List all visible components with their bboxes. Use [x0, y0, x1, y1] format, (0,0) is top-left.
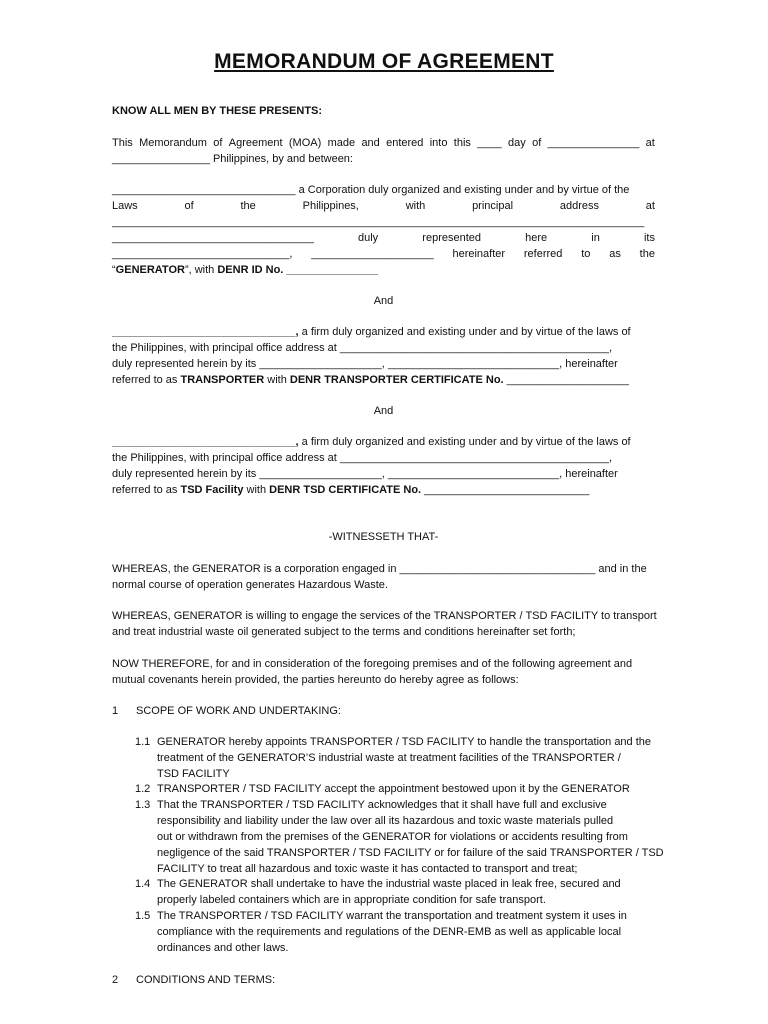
generator-line-3: _______________________________________________________________________________________: [112, 216, 645, 228]
scope-item-number: 1.2: [135, 783, 151, 795]
scope-item-line: treatment of the GENERATOR’S industrial waste at treatment facilities of the TRANSPORTER /: [157, 752, 621, 764]
generator-word: Philippines,: [302, 200, 359, 212]
intro-word: and: [361, 137, 380, 149]
generator-word: as: [609, 248, 621, 260]
transporter-cert-blank: ____________________: [503, 374, 630, 386]
tsd-line-2: the Philippines, with principal office address at ____________________________________________,: [112, 452, 613, 464]
scope-item-line: properly labeled containers which are in appropriate condition for safe transport.: [157, 894, 546, 906]
generator-line-5: [112, 246, 655, 262]
generator-word: _____________________________,: [112, 248, 293, 260]
generator-word: at: [645, 200, 655, 212]
intro-word: (MOA): [288, 137, 322, 149]
section-2-number: 2: [112, 974, 119, 986]
intro-word: ____: [477, 137, 502, 149]
scope-item-line: FACILITY to treat all hazardous and toxic waste it has contacted to transport and treat;: [157, 863, 578, 875]
generator-word: Laws: [112, 200, 138, 212]
transporter-line-4: [112, 372, 655, 388]
intro-word: entered: [386, 137, 424, 149]
tsd-ref-pre: referred to as: [112, 484, 181, 496]
scope-item-text: [157, 734, 655, 782]
section-1-title: SCOPE OF WORK AND UNDERTAKING:: [136, 705, 341, 717]
denr-id-label: DENR ID No. _______________: [217, 264, 379, 276]
tsd-paragraph: [112, 434, 655, 498]
generator-word: address: [559, 200, 599, 212]
generator-word: here: [525, 232, 548, 244]
transporter-ref-pre: referred to as: [112, 374, 181, 386]
know-all-text: KNOW ALL MEN BY THESE PRESENTS:: [112, 105, 323, 117]
quote-open: “: [112, 264, 116, 276]
scope-item-line: GENERATOR hereby appoints TRANSPORTER / TSD FACILITY to handle the transportation and the: [157, 736, 652, 748]
scope-item-text: [157, 797, 664, 877]
section-2-heading: [112, 972, 275, 988]
section-1-number: 1: [112, 705, 119, 717]
intro-word: at: [645, 137, 655, 149]
generator-word: the: [240, 200, 256, 212]
scope-item-text: [157, 781, 655, 797]
and-separator-1: And: [373, 295, 394, 307]
intro-word: _______________: [547, 137, 640, 149]
generator-word: referred: [523, 248, 563, 260]
scope-item-number: 1.5: [135, 910, 151, 922]
transporter-with: with: [264, 374, 290, 386]
tsd-line-1: [112, 434, 655, 450]
scope-item-line: TRANSPORTER / TSD FACILITY accept the appointment bestowed upon it by the GENERATOR: [157, 783, 630, 795]
generator-word: the: [639, 248, 655, 260]
intro-paragraph: [112, 135, 655, 167]
and-separator-2: And: [373, 405, 394, 417]
intro-line-1: [112, 135, 655, 151]
generator-word: to: [581, 248, 591, 260]
generator-line-6: [112, 262, 655, 278]
transporter-cert-label: DENR TRANSPORTER CERTIFICATE No.: [289, 374, 504, 386]
generator-line-4: [112, 230, 655, 246]
intro-word: this: [453, 137, 471, 149]
generator-word: hereinafter: [452, 248, 506, 260]
scope-item-line: ordinances and other laws.: [157, 942, 289, 954]
generator-word: _________________________________: [112, 232, 314, 244]
transporter-label: TRANSPORTER: [180, 374, 265, 386]
transporter-name-blank: ______________________________,: [112, 326, 299, 338]
whereas-1-line-2: normal course of operation generates Hazardous Waste.: [112, 579, 388, 591]
scope-item-line: TSD FACILITY: [157, 768, 230, 780]
transporter-line-3: duly represented herein by its ____________________, ____________________________, hereinafter: [112, 358, 618, 370]
tsd-cert-blank: ___________________________: [421, 484, 590, 496]
know-all-heading: [112, 103, 655, 119]
scope-item-line: out or withdrawn from the premises of the GENERATOR for violations or accidents resulting from: [157, 831, 628, 843]
generator-word: represented: [422, 232, 482, 244]
transporter-paragraph: [112, 324, 655, 388]
generator-with: ”, with: [184, 264, 218, 276]
scope-item-number: 1.4: [135, 878, 151, 890]
tsd-line-3: duly represented herein by its ____________________, ____________________________, hereinafter: [112, 468, 618, 480]
now-therefore-line-1: NOW THEREFORE, for and in consideration of the foregoing premises and of the following agreement and: [112, 658, 633, 670]
now-therefore-line-2: mutual covenants herein provided, the parties hereunto do hereby agree as follows:: [112, 674, 519, 686]
document-title: MEMORANDUM OF AGREEMENT: [214, 50, 554, 73]
scope-item-number: 1.1: [135, 736, 151, 748]
scope-item-line: That the TRANSPORTER / TSD FACILITY acknowledges that it shall have full and exclusive: [157, 799, 607, 811]
scope-item-line: responsibility and liability under the law over all its hazardous and toxic waste materials pulled: [157, 815, 614, 827]
scope-item-line: compliance with the requirements and regulations of the DENR-EMB as well as applicable local: [157, 926, 622, 938]
generator-line-1: ______________________________ a Corporation duly organized and existing under and by virtue of the: [112, 184, 630, 196]
tsd-line-1-text: a firm duly organized and existing under and by virtue of the laws of: [298, 436, 631, 448]
tsd-name-blank: ______________________________,: [112, 436, 299, 448]
generator-word: duly: [358, 232, 379, 244]
scope-item-text: [157, 876, 655, 908]
now-therefore-paragraph: [112, 656, 655, 688]
whereas-2-line-1: WHEREAS, GENERATOR is willing to engage the services of the TRANSPORTER / TSD FACILITY to transport: [112, 610, 657, 622]
tsd-line-4: [112, 482, 655, 498]
witnesseth-heading: -WITNESSETH THAT-: [328, 531, 439, 543]
whereas-2-line-2: and treat industrial waste oil generated subject to the terms and conditions hereinafter set forth;: [112, 626, 576, 638]
intro-word: of: [213, 137, 223, 149]
intro-word: Memorandum: [139, 137, 207, 149]
intro-word: made: [327, 137, 356, 149]
tsd-cert-label: DENR TSD CERTIFICATE No.: [269, 484, 422, 496]
intro-word: This: [112, 137, 133, 149]
scope-item-text: [157, 908, 655, 956]
intro-word: Agreement: [228, 137, 283, 149]
generator-word: its: [643, 232, 655, 244]
scope-item-line: The TRANSPORTER / TSD FACILITY warrant the transportation and treatment system it uses in: [157, 910, 627, 922]
section-2-title: CONDITIONS AND TERMS:: [136, 974, 276, 986]
section-1-heading: [112, 703, 341, 719]
generator-paragraph: [112, 182, 655, 278]
transporter-line-2: the Philippines, with principal office address at ____________________________________________,: [112, 342, 613, 354]
generator-word: with: [405, 200, 426, 212]
scope-item-number: 1.3: [135, 799, 151, 811]
intro-word: day: [508, 137, 526, 149]
intro-word: into: [429, 137, 448, 149]
whereas-paragraph-1: [112, 561, 655, 593]
generator-word: in: [591, 232, 600, 244]
generator-word: ____________________: [311, 248, 434, 260]
whereas-1-line-1: WHEREAS, the GENERATOR is a corporation engaged in ________________________________ and in the: [112, 563, 647, 575]
tsd-label: TSD Facility: [180, 484, 244, 496]
whereas-paragraph-2: [112, 608, 655, 640]
tsd-with: with: [243, 484, 270, 496]
generator-line-2: [112, 198, 655, 214]
generator-label: GENERATOR: [115, 264, 185, 276]
scope-item-line: The GENERATOR shall undertake to have the industrial waste placed in leak free, secured and: [157, 878, 621, 890]
generator-word: principal: [472, 200, 514, 212]
transporter-line-1: [112, 324, 655, 340]
transporter-line-1-text: a firm duly organized and existing under and by virtue of the laws of: [298, 326, 631, 338]
intro-word: of: [532, 137, 542, 149]
scope-item-line: negligence of the said TRANSPORTER / TSD FACILITY or for failure of the said TRANSPORTER / TSD: [157, 847, 664, 859]
generator-word: of: [184, 200, 194, 212]
intro-line-2: ________________ Philippines, by and between:: [112, 153, 353, 165]
